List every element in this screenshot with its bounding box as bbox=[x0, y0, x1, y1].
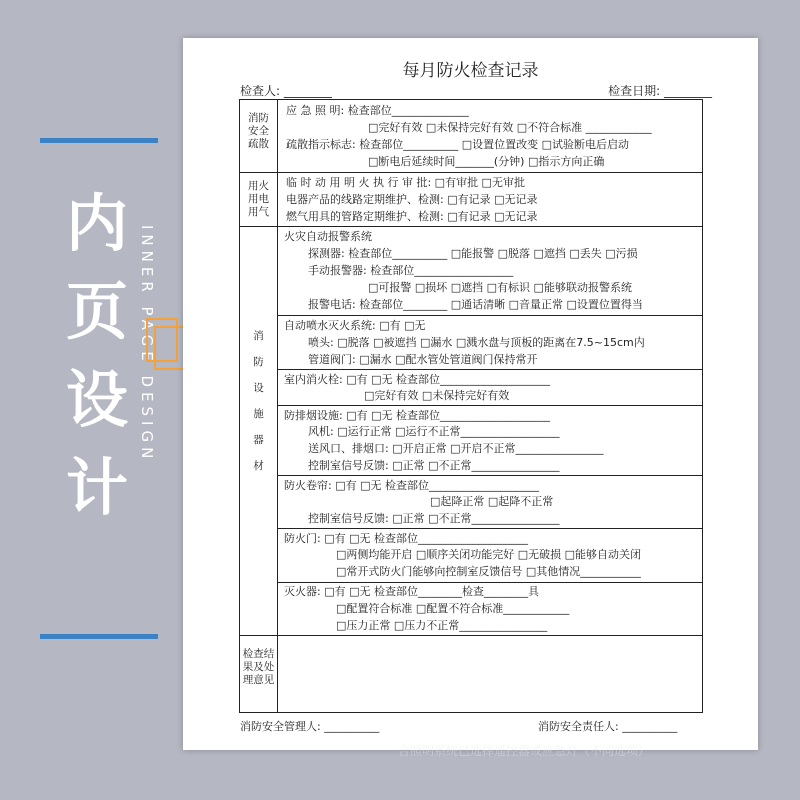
accent-bar-bottom bbox=[40, 634, 158, 639]
row-divider bbox=[240, 172, 702, 173]
row-divider bbox=[277, 582, 702, 583]
decorative-frame-icon bbox=[154, 326, 186, 370]
form-line: □可报警 □损坏 □遮挡 □有标识 □能够联动报警系统 bbox=[368, 281, 632, 294]
form-line: 风机: □运行正常 □运行不正常__________________ bbox=[308, 425, 560, 438]
row-divider bbox=[277, 528, 702, 529]
date-field: 检查日期: ________ bbox=[608, 84, 712, 98]
form-line: 室内消火栓: □有 □无 检查部位____________________ bbox=[284, 373, 550, 386]
form-line: 灭火器: □有 □无 检查部位________检查________具 bbox=[284, 585, 539, 598]
form-line: 探测器: 检查部位__________ □能报警 □脱落 □遮挡 □丢失 □污损 bbox=[308, 247, 638, 260]
form-line: □两侧均能开启 □顺序关闭功能完好 □无破损 □能够自动关闭 bbox=[336, 548, 642, 561]
form-line: 火灾自动报警系统 bbox=[284, 230, 372, 243]
bottom-caption: 合照明系统已选择遥控器或应急灯（不同选项） bbox=[398, 744, 651, 758]
form-line: □配置符合标准 □配置不符合标准____________ bbox=[336, 602, 570, 615]
accent-bar-top bbox=[40, 138, 158, 143]
side-title bbox=[52, 180, 142, 532]
form-title: 每月防火检查记录 bbox=[402, 61, 539, 81]
category-result: 检查结 果及处 理意见 bbox=[242, 648, 275, 686]
category-fire-electric-gas: 用火 用电 用气 bbox=[248, 180, 269, 218]
column-divider bbox=[277, 100, 278, 712]
form-line: □完好有效 □未保持完好有效 bbox=[364, 389, 510, 402]
category-evacuation: 消防 安全 疏散 bbox=[248, 112, 269, 150]
side-title-char: 计 bbox=[65, 451, 128, 524]
form-line: □断电后延续时间_______(分钟) □指示方向正确 bbox=[368, 155, 605, 168]
row-divider bbox=[240, 226, 702, 227]
form-line: 控制室信号反馈: □正常 □不正常________________ bbox=[308, 512, 560, 525]
form-line: 临 时 动 用 明 火 执 行 审 批: □有审批 □无审批 bbox=[286, 176, 525, 189]
form-line: 应 急 照 明: 检查部位______________ bbox=[286, 104, 469, 117]
form-line: 防火卷帘: □有 □无 检查部位____________________ bbox=[284, 479, 539, 492]
form-line: 燃气用具的管路定期维护、检测: □有记录 □无记录 bbox=[286, 210, 538, 223]
safety-manager-field: 消防安全管理人: __________ bbox=[240, 720, 380, 733]
form-line: 疏散指示标志: 检查部位__________ □设置位置改变 □试验断电后启动 bbox=[286, 138, 629, 151]
form-table bbox=[239, 99, 703, 713]
form-line: 电器产品的线路定期维护、检测: □有记录 □无记录 bbox=[286, 193, 538, 206]
form-line: 手动报警器: 检查部位__________________ bbox=[308, 264, 514, 277]
category-fire-equipment: 消 防 设 施 器 材 bbox=[253, 330, 264, 472]
form-line: 送风口、排烟口: □开启正常 □开启不正常________________ bbox=[308, 442, 604, 455]
form-line: □完好有效 □未保持完好有效 □不符合标准 ____________ bbox=[368, 121, 652, 134]
side-subtitle: INNER PAGE DESIGN bbox=[138, 225, 156, 464]
form-line: 防火门: □有 □无 检查部位____________________ bbox=[284, 532, 528, 545]
side-title-char: 设 bbox=[65, 363, 128, 436]
form-sheet bbox=[183, 38, 758, 750]
form-line: 喷头: □脱落 □被遮挡 □漏水 □溅水盘与顶板的距离在7.5~15cm内 bbox=[308, 336, 645, 349]
row-divider bbox=[277, 369, 702, 370]
form-line: □起降正常 □起降不正常 bbox=[430, 495, 554, 508]
form-line: □压力正常 □压力不正常________________ bbox=[336, 619, 548, 632]
form-line: □常开式防火门能够向控制室反馈信号 □其他情况___________ bbox=[336, 565, 641, 578]
row-divider bbox=[277, 405, 702, 406]
row-divider bbox=[277, 315, 702, 316]
safety-responsible-field: 消防安全责任人: __________ bbox=[538, 720, 678, 733]
side-title-char: 内 bbox=[65, 187, 128, 260]
form-line: 报警电话: 检查部位________ □通话清晰 □音量正常 □设置位置得当 bbox=[308, 298, 643, 311]
row-divider bbox=[277, 475, 702, 476]
row-divider bbox=[240, 635, 702, 636]
form-line: 管道阀门: □漏水 □配水管处管道阀门保持常开 bbox=[308, 353, 538, 366]
form-line: 控制室信号反馈: □正常 □不正常________________ bbox=[308, 459, 560, 472]
side-title-char: 页 bbox=[65, 275, 128, 348]
inspector-field: 检查人: ________ bbox=[240, 84, 332, 98]
form-line: 自动喷水灭火系统: □有 □无 bbox=[284, 319, 426, 332]
form-line: 防排烟设施: □有 □无 检查部位____________________ bbox=[284, 409, 550, 422]
